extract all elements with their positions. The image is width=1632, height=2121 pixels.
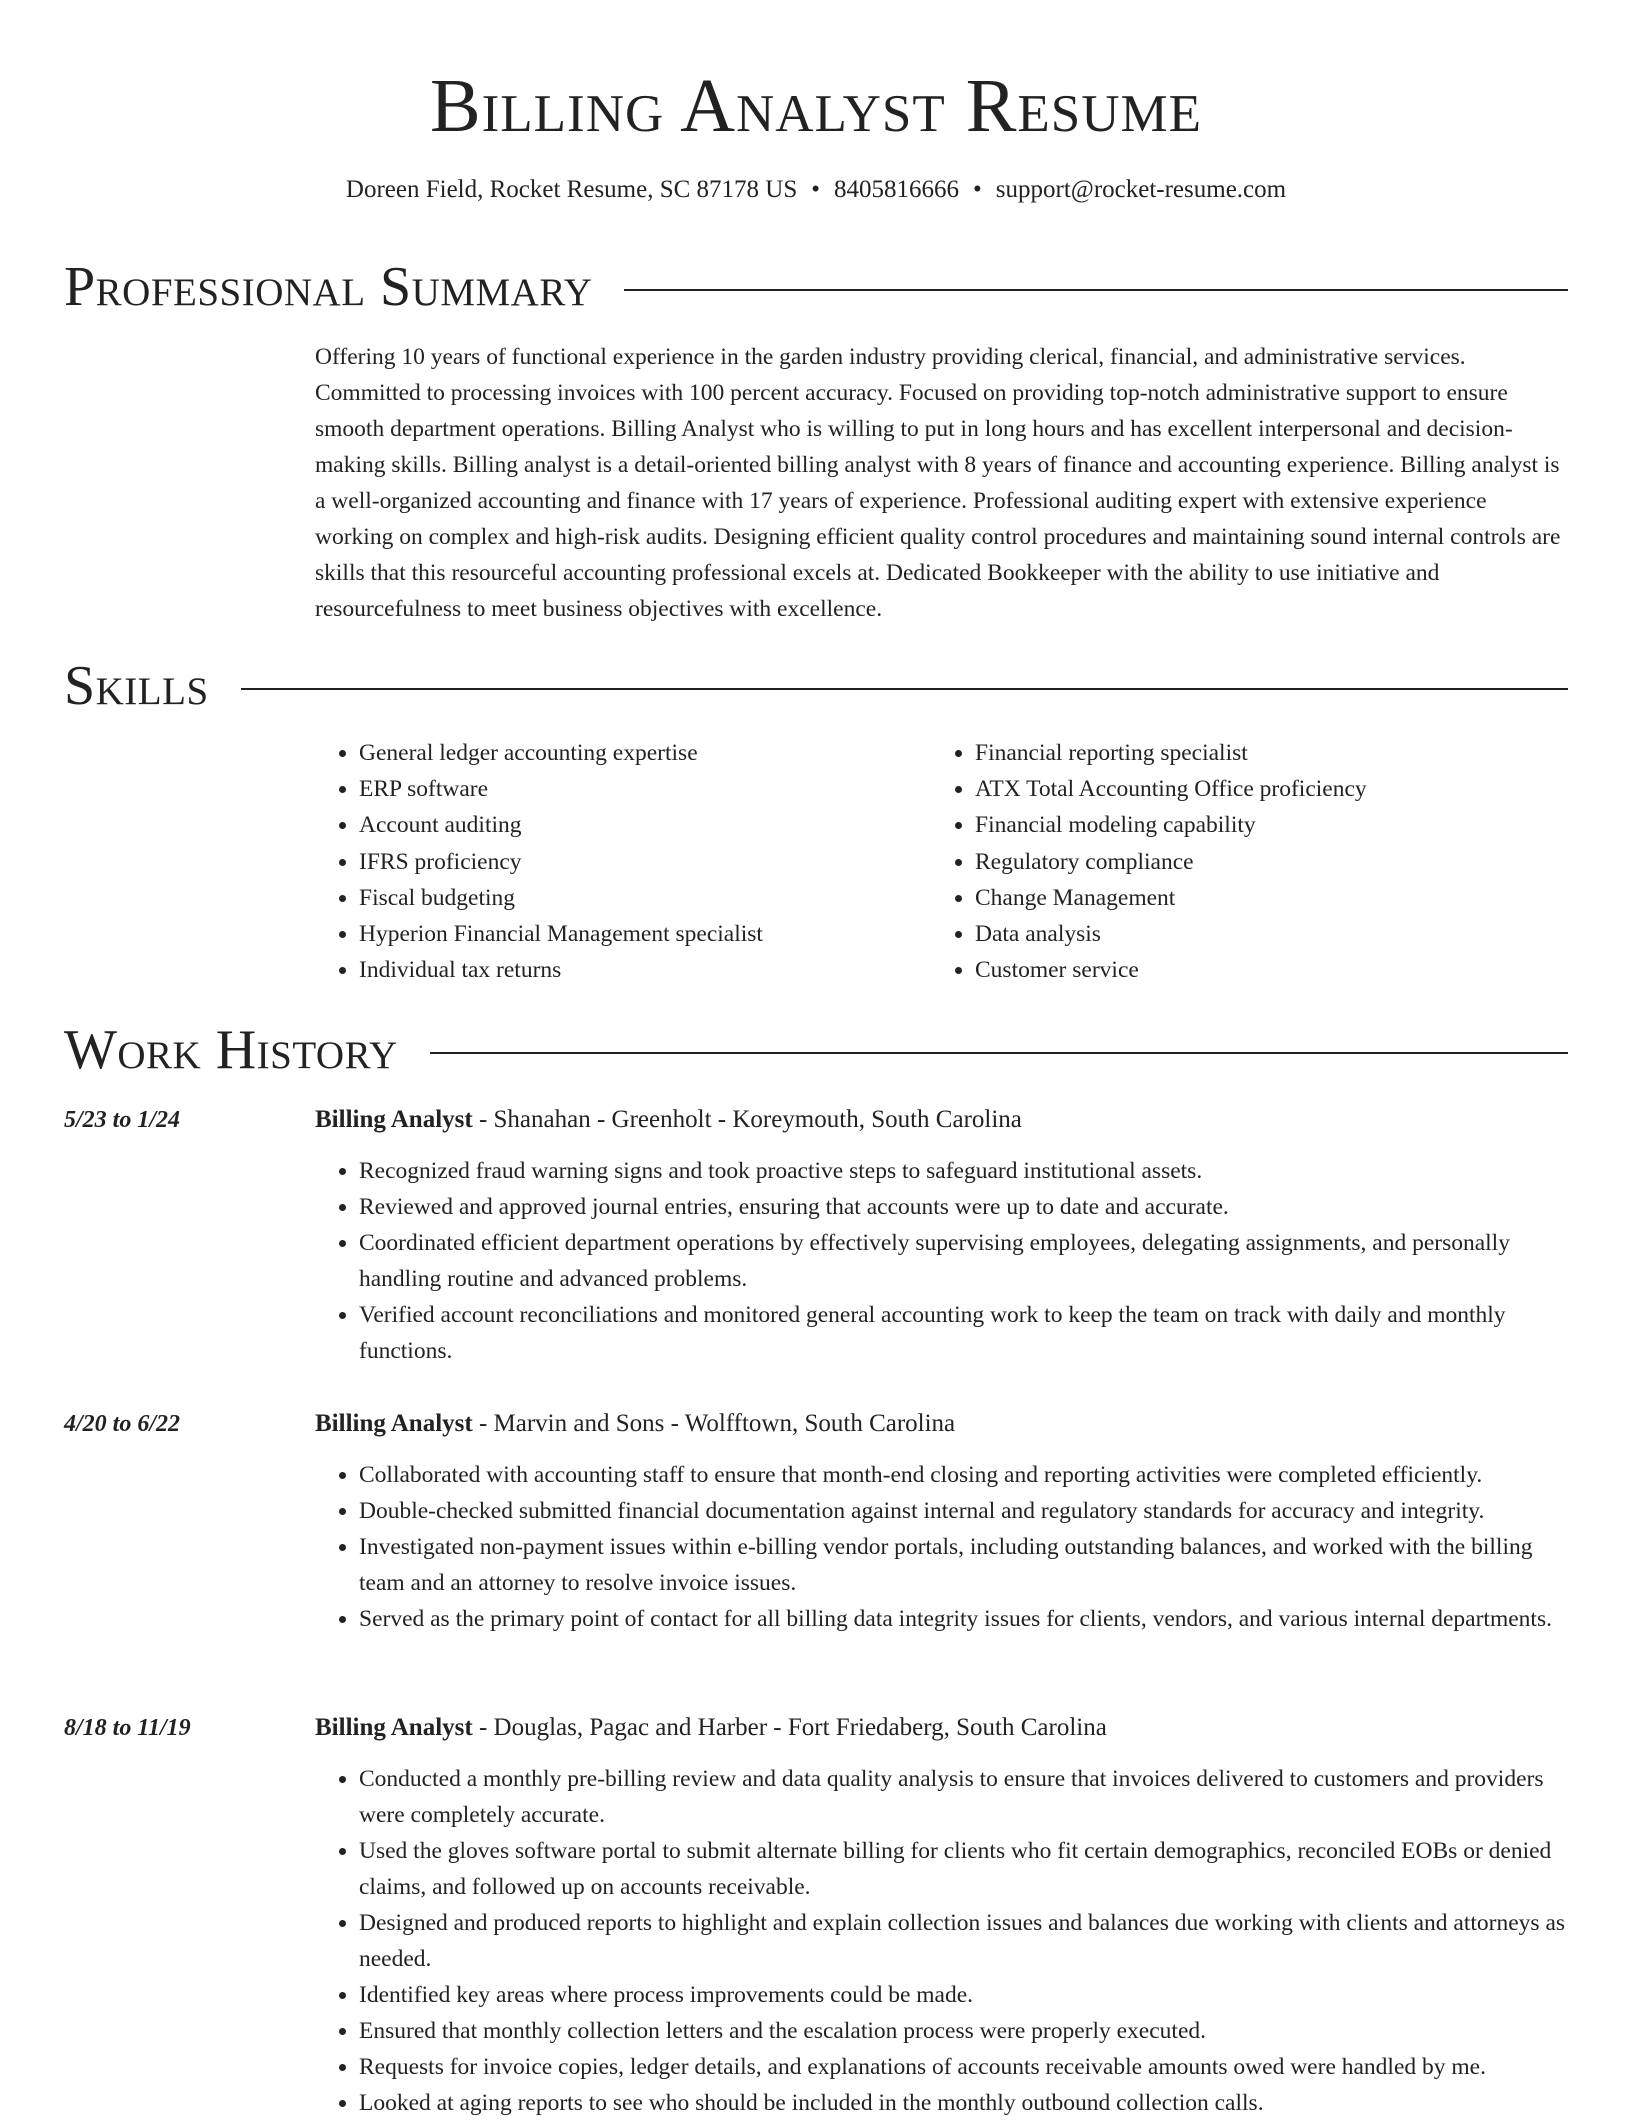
skill-item: • Data analysis bbox=[975, 916, 1367, 952]
skill-item: • Financial modeling capability bbox=[975, 807, 1367, 843]
job-bullet: • Served as the primary point of contact for all billing data integrity issues for clients, vendors, and various internal departments. bbox=[359, 1601, 1570, 1637]
job-bullet: • Looked at aging reports to see who should be included in the monthly outbound collection calls. bbox=[359, 2085, 1570, 2121]
job-entry bbox=[64, 1404, 1570, 1637]
summary-heading: Professional Summary bbox=[64, 256, 593, 318]
job-bullet-list bbox=[315, 1153, 1570, 1369]
skill-item: • Customer service bbox=[975, 952, 1367, 988]
job-header bbox=[64, 1404, 1570, 1444]
skill-item: • Hyperion Financial Management specialist bbox=[359, 916, 763, 952]
skill-item: • General ledger accounting expertise bbox=[359, 735, 763, 771]
job-dates: 4/20 to 6/22 bbox=[64, 1411, 181, 1437]
summary-section-header bbox=[64, 252, 1568, 322]
job-dates: 5/23 to 1/24 bbox=[64, 1107, 181, 1133]
job-bullet: • Verified account reconciliations and monitored general accounting work to keep the team on track with daily and monthly functions. bbox=[359, 1297, 1570, 1369]
skills-section-header bbox=[64, 651, 1568, 721]
job-bullet: • Reviewed and approved journal entries, ensuring that accounts were up to date and accurate. bbox=[359, 1189, 1570, 1225]
job-title-line bbox=[315, 1404, 955, 1444]
job-bullet: • Coordinated efficient department operations by effectively supervising employees, delegating assignments, and personally handling routine and advanced problems. bbox=[359, 1225, 1570, 1297]
job-bullet: • Recognized fraud warning signs and took proactive steps to safeguard institutional assets. bbox=[359, 1153, 1570, 1189]
job-bullet: • Collaborated with accounting staff to ensure that month-end closing and reporting activities were completed efficiently. bbox=[359, 1457, 1570, 1493]
job-bullet-list bbox=[315, 1761, 1570, 2121]
skill-item: • Individual tax returns bbox=[359, 952, 763, 988]
skill-item: • Change Management bbox=[975, 880, 1367, 916]
job-bullet-list bbox=[315, 1457, 1570, 1637]
job-entry bbox=[64, 1100, 1570, 1369]
skill-item: • Financial reporting specialist bbox=[975, 735, 1367, 771]
job-title: Billing Analyst bbox=[315, 1410, 473, 1437]
contact-line bbox=[0, 172, 1632, 208]
summary-text: Offering 10 years of functional experience in the garden industry providing clerical, financial, and administrative services. Committed to processing invoices with 100 percent accuracy. Focused on providing top-notch administrative support to ensure smooth department operations. Billing Analyst who is willing to put in long hours and has excellent interpersonal and decision-making skills. Billing analyst is a detail-oriented billing analyst with 8 years of finance and accounting experience. Billing analyst is a well-organized accounting and finance with 17 years of experience. Professional auditing expert with extensive experience working on complex and high-risk audits. Designing efficient quality control procedures and maintaining sound internal controls are skills that this resourceful accounting professional excels at. Dedicated Bookkeeper with the ability to use initiative and resourcefulness to meet business objectives with excellence. bbox=[315, 344, 1561, 622]
job-title-line bbox=[315, 1100, 1022, 1140]
skill-item: • Account auditing bbox=[359, 807, 763, 843]
contact-phone: 8405816666 bbox=[834, 176, 960, 203]
skill-item: • ATX Total Accounting Office proficiency bbox=[975, 771, 1367, 807]
skill-item: • Regulatory compliance bbox=[975, 844, 1367, 880]
resume-title: Billing Analyst Resume bbox=[429, 64, 1203, 148]
skills-list-right bbox=[931, 735, 1367, 988]
job-title: Billing Analyst bbox=[315, 1106, 473, 1133]
job-title-line bbox=[315, 1708, 1107, 1748]
job-bullet: • Identified key areas where process improvements could be made. bbox=[359, 1977, 1570, 2013]
skill-item: • Fiscal budgeting bbox=[359, 880, 763, 916]
contact-separator: • bbox=[811, 176, 821, 203]
skills-list-left bbox=[315, 735, 763, 988]
job-bullet: • Ensured that monthly collection letters and the escalation process were properly executed. bbox=[359, 2013, 1570, 2049]
job-header bbox=[64, 1708, 1570, 1748]
skill-item: • IFRS proficiency bbox=[359, 844, 763, 880]
section-divider bbox=[430, 1052, 1568, 1054]
job-dates: 8/18 to 11/19 bbox=[64, 1715, 191, 1741]
work-history-heading: Work History bbox=[64, 1019, 398, 1081]
job-bullet: • Double-checked submitted financial documentation against internal and regulatory standards for accuracy and integrity. bbox=[359, 1493, 1570, 1529]
job-bullet: • Conducted a monthly pre-billing review and data quality analysis to ensure that invoices delivered to customers and providers were completely accurate. bbox=[359, 1761, 1570, 1833]
contact-email: support@rocket-resume.com bbox=[995, 176, 1287, 203]
job-company: - Shanahan - Greenholt - Koreymouth, South Carolina bbox=[472, 1106, 1022, 1133]
job-bullet: • Used the gloves software portal to submit alternate billing for clients who fit certain demographics, reconciled EOBs or denied claims, and followed up on accounts receivable. bbox=[359, 1833, 1570, 1905]
work-section-header bbox=[64, 1015, 1568, 1085]
contact-separator: • bbox=[973, 176, 982, 203]
job-entry bbox=[64, 1708, 1570, 2121]
job-company: - Marvin and Sons - Wolfftown, South Carolina bbox=[472, 1410, 956, 1437]
skill-item: • ERP software bbox=[359, 771, 763, 807]
job-bullet: • Designed and produced reports to highlight and explain collection issues and balances due working with clients and attorneys as needed. bbox=[359, 1905, 1570, 1977]
job-title: Billing Analyst bbox=[315, 1714, 473, 1741]
section-divider bbox=[624, 289, 1568, 291]
job-bullet: • Investigated non-payment issues within e-billing vendor portals, including outstanding balances, and worked with the billing team and an attorney to resolve invoice issues. bbox=[359, 1529, 1570, 1601]
contact-location: Doreen Field, Rocket Resume, SC 87178 US bbox=[345, 176, 798, 203]
job-header bbox=[64, 1100, 1570, 1140]
skills-heading: Skills bbox=[64, 655, 209, 717]
section-divider bbox=[241, 688, 1568, 690]
job-bullet: • Requests for invoice copies, ledger details, and explanations of accounts receivable amounts owed were handled by me. bbox=[359, 2049, 1570, 2085]
job-company: - Douglas, Pagac and Harber - Fort Friedaberg, South Carolina bbox=[472, 1714, 1107, 1741]
